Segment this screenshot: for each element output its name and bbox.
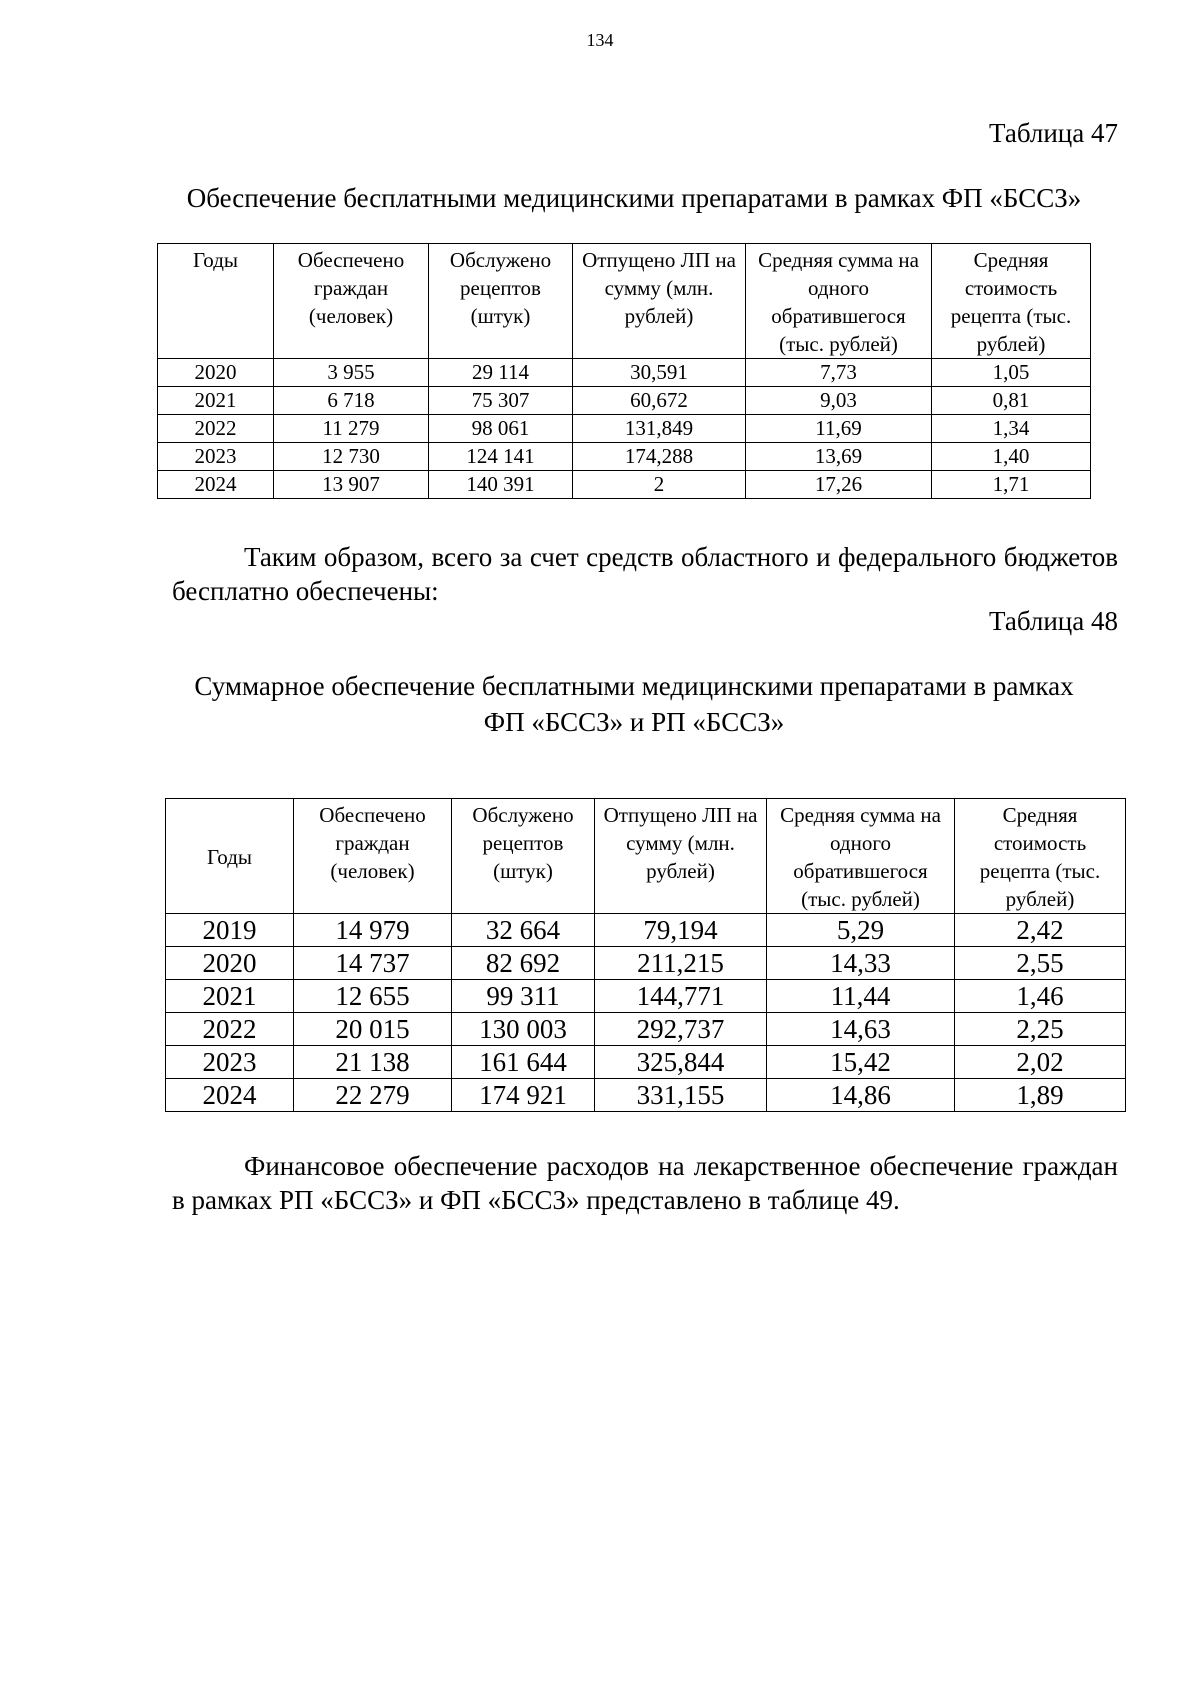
table-cell: 2024 [166,1079,294,1112]
table-cell: 292,737 [595,1013,767,1046]
table-cell: 1,71 [932,471,1091,499]
table-cell: 99 311 [452,980,595,1013]
table-cell: 174,288 [573,443,746,471]
table-cell: 7,73 [746,359,932,387]
table-cell: 174 921 [452,1079,595,1112]
table-47-header-drug-sum: Отпущено ЛП на сумму (млн. рублей) [573,244,746,359]
table-cell: 98 061 [429,415,573,443]
table-cell: 325,844 [595,1046,767,1079]
table-cell: 79,194 [595,914,767,947]
table-cell: 22 279 [294,1079,452,1112]
table-cell: 9,03 [746,387,932,415]
table-47-header-years: Годы [158,244,274,359]
table-cell: 2020 [166,947,294,980]
paragraph-summary-intro: Таким образом, всего за счет средств областного и федерального бюджетов бесплатно обеспечены: [172,542,1118,606]
table-cell: 3 955 [274,359,429,387]
table-cell: 2,55 [955,947,1126,980]
table-cell: 2022 [158,415,274,443]
table-cell: 0,81 [932,387,1091,415]
table-cell: 140 391 [429,471,573,499]
table-cell: 2023 [166,1046,294,1079]
table-row [166,947,1126,980]
table-cell: 30,591 [573,359,746,387]
table-cell: 82 692 [452,947,595,980]
table-48-header-row [166,799,1126,914]
table-row [158,359,1091,387]
table-row [166,1079,1126,1112]
table-cell: 2 [573,471,746,499]
table-cell: 14 979 [294,914,452,947]
table-cell: 60,672 [573,387,746,415]
table-row [158,443,1091,471]
table-cell: 2021 [158,387,274,415]
table-row [166,980,1126,1013]
table-cell: 15,42 [767,1046,955,1079]
table-cell: 6 718 [274,387,429,415]
table-48-header-prescriptions: Обслужено рецептов (штук) [452,799,595,914]
table-cell: 11 279 [274,415,429,443]
table-47-header-avg-per-person: Средняя сумма на одного обратившегося (тыс. рублей) [746,244,932,359]
table-cell: 11,69 [746,415,932,443]
table-cell: 14 737 [294,947,452,980]
table-48-caption-line-1: Суммарное обеспечение бесплатными медицинскими препаратами в рамках [194,671,1074,701]
table-cell: 32 664 [452,914,595,947]
table-cell: 211,215 [595,947,767,980]
table-cell: 331,155 [595,1079,767,1112]
table-cell: 14,86 [767,1079,955,1112]
table-cell: 130 003 [452,1013,595,1046]
table-row [158,415,1091,443]
table-cell: 1,46 [955,980,1126,1013]
table-cell: 75 307 [429,387,573,415]
table-47-header-citizens: Обеспечено граждан (человек) [274,244,429,359]
table-48-header-avg-per-person: Средняя сумма на одного обратившегося (тыс. рублей) [767,799,955,914]
table-47-label: Таблица 47 [989,118,1118,148]
table-48-header-citizens: Обеспечено граждан (человек) [294,799,452,914]
table-47-caption: Обеспечение бесплатными медицинскими препаратами в рамках ФП «БССЗ» [186,183,1082,213]
table-47-header-avg-prescription-cost: Средняя стоимость рецепта (тыс. рублей) [932,244,1091,359]
paragraph-financing: Финансовое обеспечение расходов на лекарственное обеспечение граждан в рамках РП «БССЗ» и ФП «БССЗ» представлено в таблице 49. [172,1151,1118,1215]
table-cell: 124 141 [429,443,573,471]
table-cell: 5,29 [767,914,955,947]
table-48-header-drug-sum: Отпущено ЛП на сумму (млн. рублей) [595,799,767,914]
table-row [166,1013,1126,1046]
table-48-label: Таблица 48 [989,606,1118,636]
table-cell: 1,40 [932,443,1091,471]
table-cell: 2023 [158,443,274,471]
table-cell: 21 138 [294,1046,452,1079]
table-48-header-avg-prescription-cost: Средняя стоимость рецепта (тыс. рублей) [955,799,1126,914]
table-47 [157,243,1091,499]
table-cell: 13,69 [746,443,932,471]
table-cell: 2,42 [955,914,1126,947]
table-cell: 1,89 [955,1079,1126,1112]
page-number: 134 [586,30,614,50]
table-cell: 29 114 [429,359,573,387]
table-cell: 161 644 [452,1046,595,1079]
table-cell: 144,771 [595,980,767,1013]
table-row [166,1046,1126,1079]
table-cell: 2020 [158,359,274,387]
table-48-header-years: Годы [166,799,294,914]
table-cell: 131,849 [573,415,746,443]
table-cell: 2021 [166,980,294,1013]
table-48 [165,798,1126,1112]
table-cell: 2024 [158,471,274,499]
table-cell: 2019 [166,914,294,947]
table-cell: 1,05 [932,359,1091,387]
table-cell: 11,44 [767,980,955,1013]
table-cell: 2,02 [955,1046,1126,1079]
table-cell: 20 015 [294,1013,452,1046]
table-cell: 12 730 [274,443,429,471]
table-row [158,471,1091,499]
table-row [158,387,1091,415]
table-cell: 2022 [166,1013,294,1046]
table-cell: 14,33 [767,947,955,980]
table-cell: 2,25 [955,1013,1126,1046]
table-47-header-row [158,244,1091,359]
table-cell: 12 655 [294,980,452,1013]
table-cell: 1,34 [932,415,1091,443]
table-cell: 14,63 [767,1013,955,1046]
table-cell: 13 907 [274,471,429,499]
table-48-caption [150,668,1118,740]
table-48-caption-line-2: ФП «БССЗ» и РП «БССЗ» [483,707,785,737]
table-row [166,914,1126,947]
table-47-header-prescriptions: Обслужено рецептов (штук) [429,244,573,359]
table-cell: 17,26 [746,471,932,499]
